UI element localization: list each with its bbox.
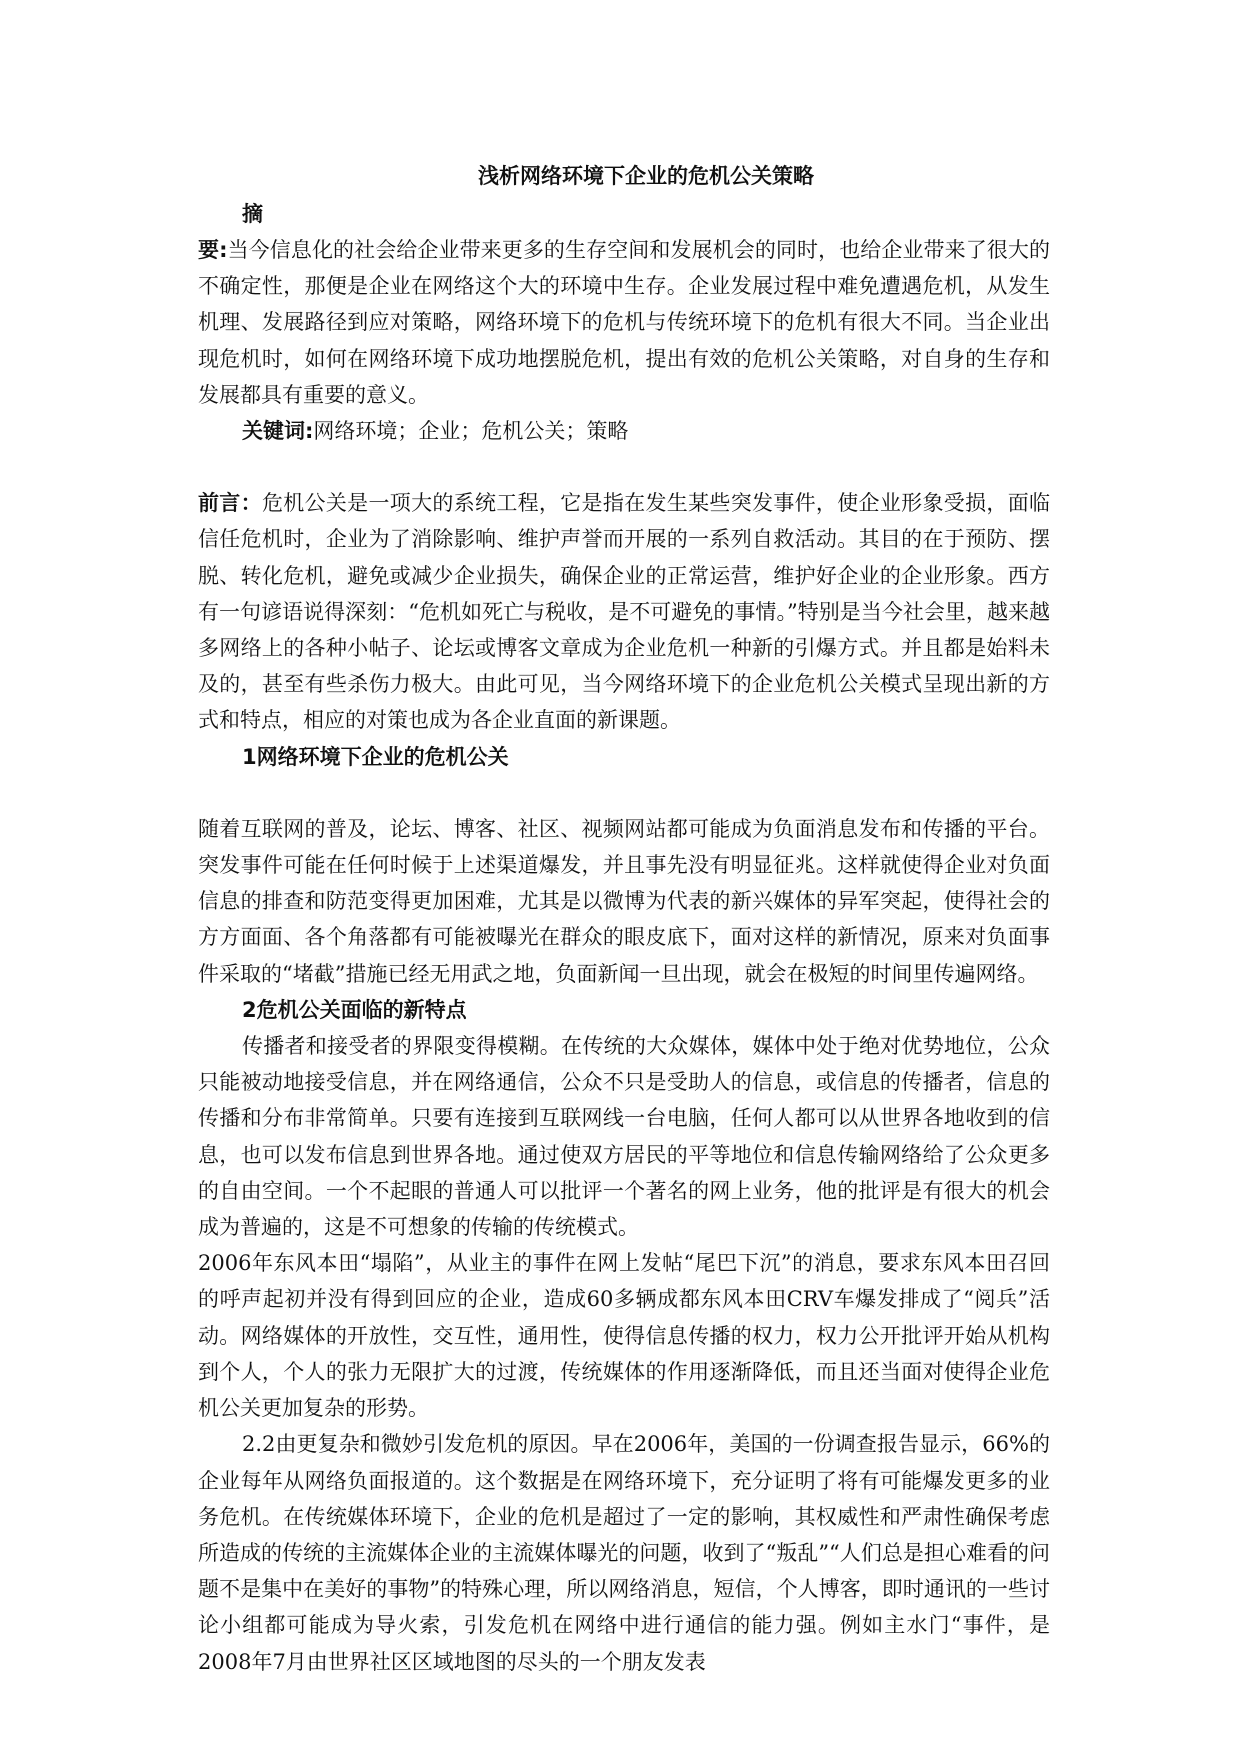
section1-heading: 1网络环境下企业的危机公关: [242, 744, 509, 769]
preface-paragraph: [198, 485, 1050, 738]
section2-paragraph-1: 传播者和接受者的界限变得模糊。在传统的大众媒体，媒体中处于绝对优势地位，公众只能被动地接受信息，并在网络通信，公众不只是受助人的信息，或信息的传播者，信息的传播和分布非常简单。只要有连接到互联网线一台电脑，任何人都可以从世界各地收到的信息，也可以发布信息到世界各地。通过使双方居民的平等地位和信息传输网络给了公众更多的自由空间。一个不起眼的普通人可以批评一个著名的网上业务，他的批评是有很大的机会成为普遍的，这是不可想象的传输的传统模式。: [198, 1034, 1050, 1240]
section1-paragraph: 随着互联网的普及，论坛、博客、社区、视频网站都可能成为负面消息发布和传播的平台。突发事件可能在任何时候于上述渠道爆发，并且事先没有明显征兆。这样就使得企业对负面信息的排查和防范变得更加困难，尤其是以微博为代表的新兴媒体的异军突起，使得社会的方方面面、各个角落都有可能被曝光在群众的眼皮底下，面对这样的新情况，原来对负面事件采取的“堵截”措施已经无用武之地，负面新闻一旦出现，就会在极短的时间里传遍网络。: [198, 816, 1050, 986]
document-body: [198, 160, 1050, 1680]
abstract-label-first: 摘: [242, 202, 263, 226]
spacer: [198, 449, 1050, 485]
abstract-label-second: 要:: [198, 238, 228, 262]
preface-label: 前言：: [198, 491, 262, 516]
section2-heading: 2危机公关面临的新特点: [242, 997, 467, 1022]
section2-paragraph-2: 2006年东风本田“塌陷”，从业主的事件在网上发帖“尾巴下沉”的消息，要求东风本田召回的呼声起初并没有得到回应的企业，造成60多辆成都东风本田CRV车爆发排成了“阅兵”活动。网络媒体的开放性，交互性，通用性，使得信息传播的权力，权力公开批评开始从机构到个人，个人的张力无限扩大的过渡，传统媒体的作用逐渐降低，而且还当面对使得企业危机公关更加复杂的形势。: [198, 1251, 1050, 1421]
abstract-paragraph: [198, 232, 1050, 413]
keywords-paragraph: [198, 413, 1050, 449]
abstract-text: 当今信息化的社会给企业带来更多的生存空间和发展机会的同时，也给企业带来了很大的不确定性，那便是企业在网络这个大的环境中生存。企业发展过程中难免遭遇危机，从发生机理、发展路径到应对策略，网络环境下的危机与传统环境下的危机有很大不同。当企业出现危机时，如何在网络环境下成功地摆脱危机，提出有效的危机公关策略，对自身的生存和发展都具有重要的意义。: [198, 238, 1051, 407]
document-title: 浅析网络环境下企业的危机公关策略: [478, 164, 814, 188]
spacer: [198, 775, 1050, 811]
section2-paragraph-3: 2.2由更复杂和微妙引发危机的原因。早在2006年，美国的一份调查报告显示，66%的企业每年从网络负面报道的。这个数据是在网络环境下，充分证明了将有可能爆发更多的业务危机。在传统媒体环境下，企业的危机是超过了一定的影响，其权威性和严肃性确保考虑所造成的传统的主流媒体企业的主流媒体曝光的问题，收到了“叛乱”“人们总是担心难看的问题不是集中在美好的事物”的特殊心理，所以网络消息，短信，个人博客，即时通讯的一些讨论小组都可能成为导火索，引发危机在网络中进行通信的能力强。例如主水门“事件，是2008年7月由世界社区区域地图的尽头的一个朋友发表: [198, 1432, 1050, 1674]
preface-text: 危机公关是一项大的系统工程，它是指在发生某些突发事件，使企业形象受损，面临信任危机时，企业为了消除影响、维护声誉而开展的一系列自救活动。其目的在于预防、摆脱、转化危机，避免或减少企业损失，确保企业的正常运营，维护好企业的企业形象。西方有一句谚语说得深刻：“危机如死亡与税收，是不可避免的事情。”特别是当今社会里，越来越多网络上的各种小帖子、论坛或博客文章成为企业危机一种新的引爆方式。并且都是始料未及的，甚至有些杀伤力极大。由此可见，当今网络环境下的企业危机公关模式呈现出新的方式和特点，相应的对策也成为各企业直面的新课题。: [198, 491, 1051, 733]
keywords-label: 关键词:: [242, 419, 314, 444]
keywords-text: 网络环境；企业；危机公关；策略: [313, 419, 629, 444]
